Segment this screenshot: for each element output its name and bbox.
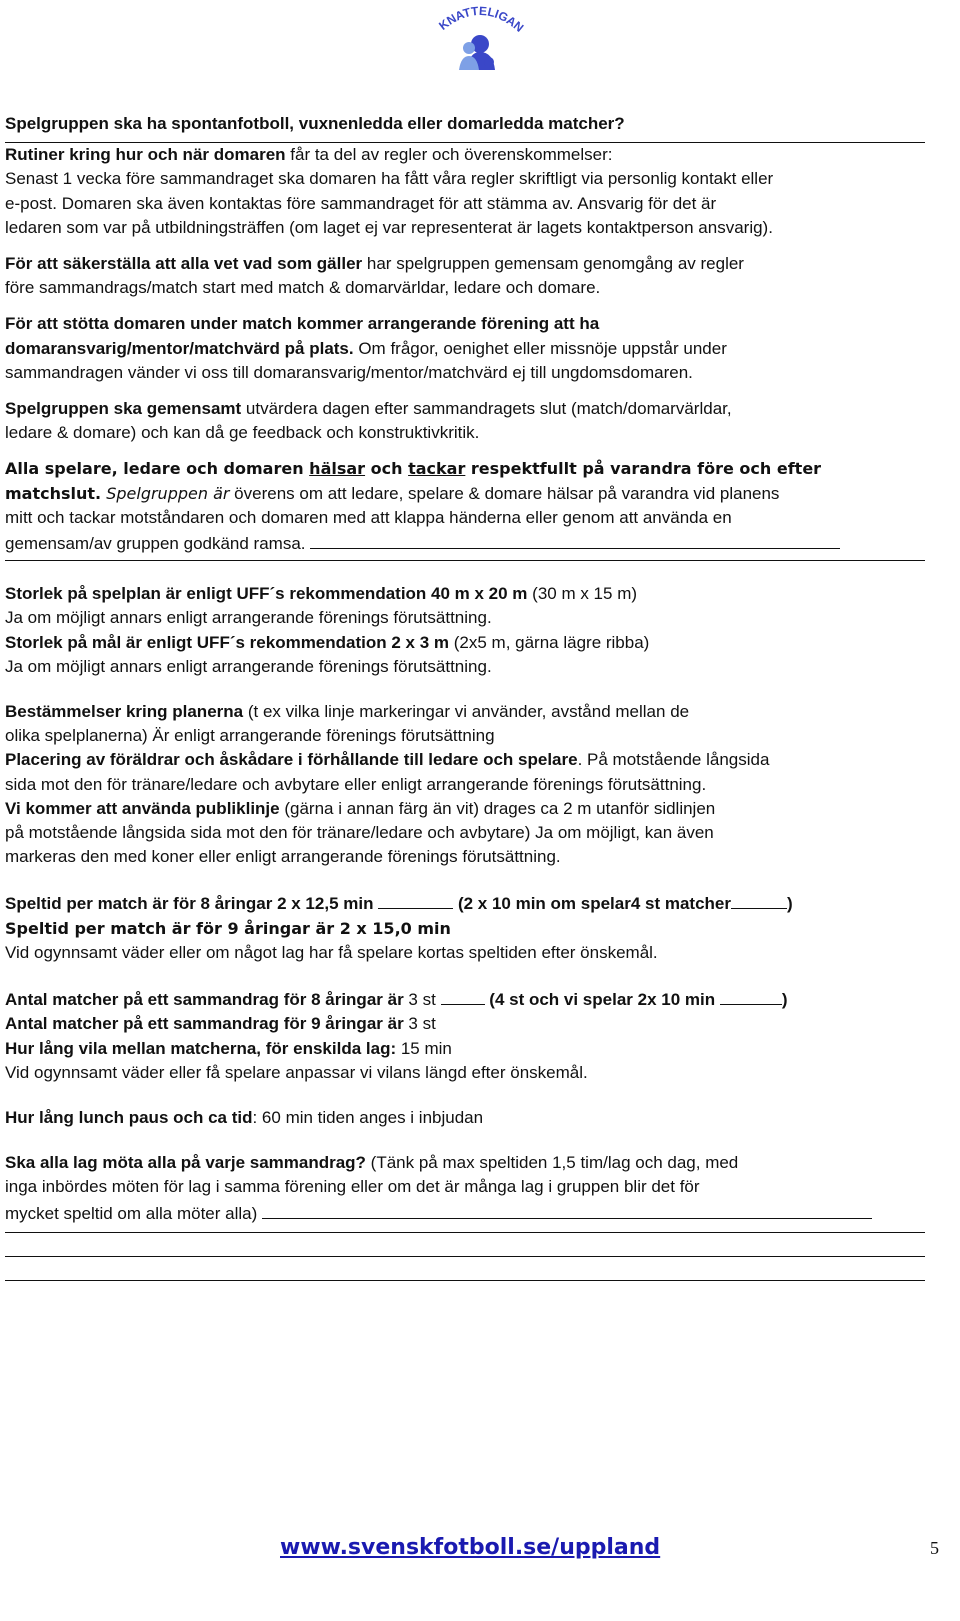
section-stotta: För att stötta domaren under match kommer arrangerande förening att ha domaransvarig/mentor/matchvärd på plats. Om frågor, oenighet eller missnöje uppstår under sammandragen vänder vi oss till domaransvarig/mentor/matchvärd ej till ungdomsdomaren. (5, 314, 727, 382)
section-rutiner: Rutiner kring hur och när domaren får ta del av regler och överenskommelser: Senast 1 vecka före sammandraget ska domaren ha fått våra regler skriftligt via personlig kontakt eller e-post. Domaren ska även kontaktas före sammandraget för att stämma av. Ansvarig för det är ledaren som var på utbildningsträffen (om laget ej var representerat är lagets kontaktperson ansvarig). (5, 145, 774, 237)
blank-line (262, 1200, 872, 1219)
page-number: 5 (930, 1538, 939, 1558)
section-mota: Ska alla lag möta alla på varje sammandrag? (Tänk på max speltiden 1,5 tim/lag och dag, med inga inbördes möten för lag i samma förening eller om det är många lag i gruppen blir det för mycket speltid om alla möter alla) (5, 1151, 955, 1281)
heading: Spelgruppen ska ha spontanfotboll, vuxnenledda eller domarledda matcher? (5, 114, 625, 133)
footer-link[interactable]: www.svenskfotboll.se/uppland (280, 1535, 661, 1560)
blank-line (720, 986, 782, 1005)
section-antal: Antal matcher på ett sammandrag för 8 åringar är 3 st (4 st och vi spelar 2x 10 min ) Antal matcher på ett sammandrag för 9 åringar är 3 st Hur lång vila mellan matcherna, för enskilda lag: 15 min Vid ogynnsamt väder eller få spelare anpassar vi vilans längd efter önskemål. (5, 986, 955, 1085)
blank-line (310, 530, 840, 549)
divider-line (5, 1232, 925, 1233)
section-halsar: Alla spelare, ledare och domaren hälsar och tackar respektfullt på varandra före och efter matchslut. Spelgruppen är överens om att ledare, spelare & domare hälsar på varandra vid planens mitt och tackar motståndaren och domaren med att klappa händerna eller genom att använda en gemensam/av gruppen godkänd ramsa. (5, 457, 955, 561)
blank-line (441, 986, 485, 1005)
knatteligan-logo (425, 0, 535, 75)
logo-wordmark (425, 0, 535, 40)
section-bestammelser: Bestämmelser kring planerna (t ex vilka linje markeringar vi använder, avstånd mellan de olika spelplanerna) Är enligt arrangerande förenings förutsättning Placering av föräldrar och åskådare i förhållande till ledare och spelare. På motstående långsida sida mot den för tränare/ledare och avbytare eller enligt arrangerande förenings förutsättning. Vi kommer att använda publiklinje (gärna i annan färg än vit) drages ca 2 m utanför sidlinjen på motstående långsida sida mot den för tränare/ledare och avbytare) Ja om möjligt, kan även markeras den med koner eller enligt arrangerande förenings förutsättning. (5, 702, 770, 867)
document-body (5, 112, 955, 1281)
logo-text: KNATTELIGAN (436, 3, 527, 35)
divider-line (5, 1256, 925, 1257)
section-gemensamt: Spelgruppen ska gemensamt utvärdera dagen efter sammandragets slut (match/domarvärldar, ledare & domare) och kan då ge feedback och konstruktivkritik. (5, 399, 732, 443)
section-lunch: Hur lång lunch paus och ca tid: 60 min tiden anges i inbjudan (5, 1107, 484, 1127)
divider-line (5, 1280, 925, 1281)
blank-line (731, 890, 787, 909)
section-spelplan: Storlek på spelplan är enligt UFF´s rekommendation 40 m x 20 m (30 m x 15 m) Ja om möjligt annars enligt arrangerande förenings förutsättning. Storlek på mål är enligt UFF´s rekommendation 2 x 3 m (2x5 m, gärna lägre ribba) Ja om möjligt annars enligt arrangerande förenings förutsättning. (5, 584, 650, 676)
blank-line (378, 890, 453, 909)
section-sakerstalla: För att säkerställa att alla vet vad som gäller har spelgruppen gemensam genomgång av regler före sammandrags/match start med match & domarvärldar, ledare och domare. (5, 254, 744, 298)
section-speltid: Speltid per match är för 8 åringar 2 x 12,5 min (2 x 10 min om spelar4 st matcher ) Speltid per match är för 9 åringar är 2 x 15,0 min Vid ogynnsamt väder eller om något lag har få spelare kortas speltiden efter önskemål. (5, 890, 955, 965)
